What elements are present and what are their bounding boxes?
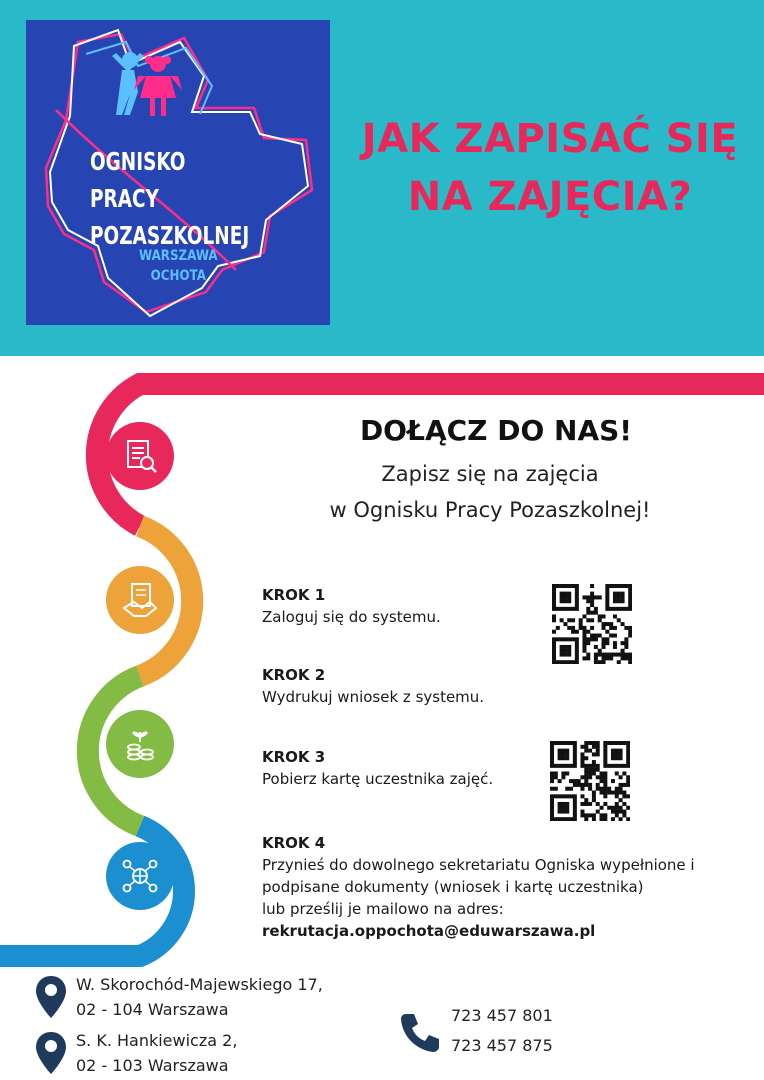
plant-coins-icon: [106, 710, 174, 778]
step-label: KROK 3: [262, 748, 326, 766]
logo-title: [90, 143, 249, 254]
address-line: W. Skorochód-Majewskiego 17,: [76, 975, 323, 994]
address-line: 02 - 103 Warszawa: [76, 1056, 229, 1075]
step-text: podpisane dokumenty (wniosek i kartę uczestnika): [262, 878, 644, 896]
title-line-2: NA ZAJĘCIA?: [407, 174, 693, 220]
step-text: Zaloguj się do systemu.: [262, 608, 441, 626]
step-text: Wydrukuj wniosek z systemu.: [262, 688, 485, 706]
address-line: 02 - 104 Warszawa: [76, 1000, 229, 1019]
join-sub-line-2: w Ognisku Pracy Pozaszkolnej!: [329, 498, 651, 522]
step-label: KROK 1: [262, 586, 326, 604]
children-logo-icon: [112, 52, 182, 116]
phone-numbers: [451, 1001, 553, 1061]
page-title: [340, 110, 760, 226]
step-label: KROK 4: [262, 834, 326, 852]
join-heading: DOŁĄCZ DO NAS!: [359, 414, 633, 447]
join-subtitle: [270, 456, 710, 528]
step-text: Pobierz kartę uczestnika zajęć.: [262, 770, 494, 788]
qr-code-login[interactable]: [552, 584, 632, 664]
phone-number-link[interactable]: 723 457 801: [451, 1006, 553, 1025]
title-line-1: JAK ZAPISAĆ SIĘ: [361, 116, 739, 162]
step-text: lub prześlij je mailowo na adres:: [262, 900, 504, 918]
step-4: [262, 832, 695, 942]
step-2: [262, 664, 484, 708]
phone-number-link[interactable]: 723 457 875: [451, 1036, 553, 1055]
address-1: [76, 972, 323, 1022]
step-text: Przynieś do dowolnego sekretariatu Ogniska wypełnione i: [262, 856, 695, 874]
logo-subtitle: [139, 246, 218, 286]
address-2: [76, 1028, 237, 1078]
qr-code-participant-card[interactable]: [550, 741, 630, 821]
network-people-icon: [106, 842, 174, 910]
step-label: KROK 2: [262, 666, 326, 684]
phone-icon: [398, 1010, 442, 1054]
handshake-document-icon: [106, 566, 174, 634]
step-1: [262, 584, 441, 628]
join-sub-line-1: Zapisz się na zajęcia: [381, 462, 599, 486]
logo-line-3: POZASZKOLNEJ: [90, 221, 250, 250]
header-banner: [0, 0, 764, 356]
logo-line-1: OGNISKO: [90, 147, 186, 176]
logo-sub-line-1: WARSZAWA: [139, 248, 218, 264]
document-search-icon: [106, 422, 174, 490]
address-line: S. K. Hankiewicza 2,: [76, 1031, 238, 1050]
location-pin-icon: [34, 974, 68, 1020]
recruitment-email-link[interactable]: rekrutacja.oppochota@eduwarszawa.pl: [262, 922, 596, 940]
location-pin-icon: [34, 1030, 68, 1076]
step-3: [262, 746, 493, 790]
logo: [26, 20, 330, 325]
logo-line-2: PRACY: [90, 184, 159, 213]
logo-sub-line-2: OCHOTA: [150, 268, 206, 284]
